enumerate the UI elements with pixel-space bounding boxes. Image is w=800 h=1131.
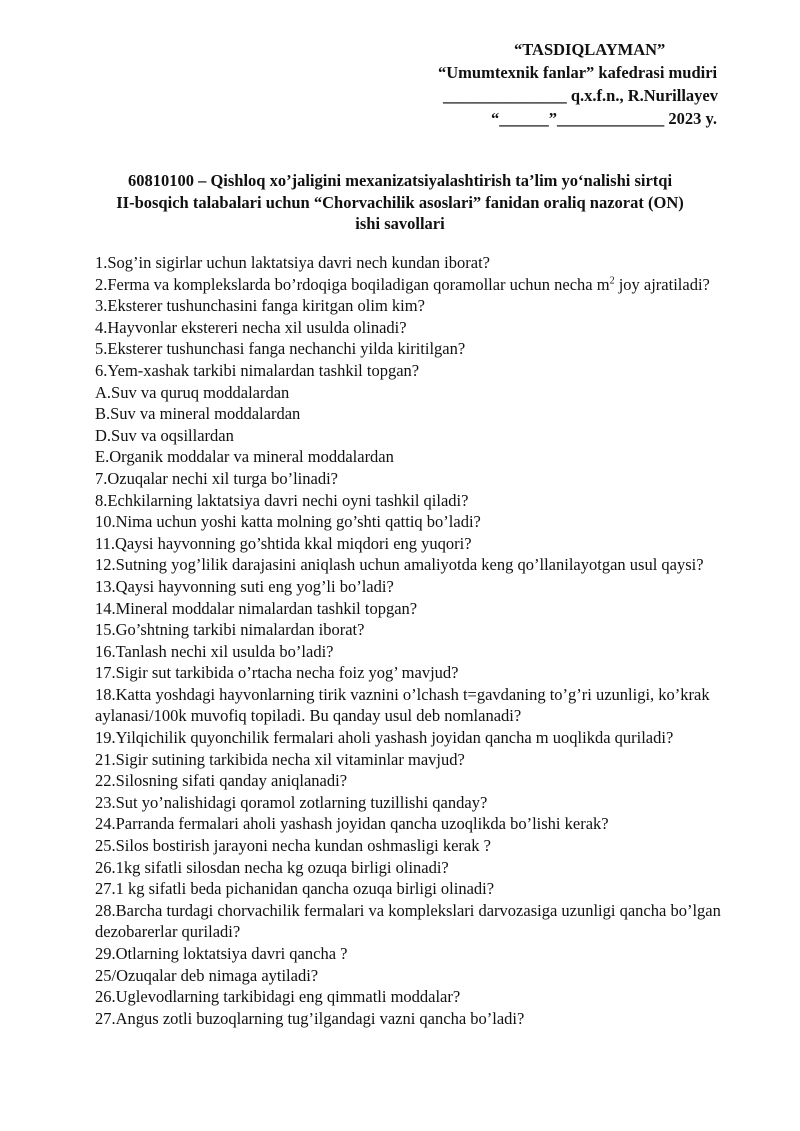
question-item: 18.Katta yoshdagi hayvonlarning tirik vaznini o’lchash t=gavdaning to’g’ri uzunligi, ko’krak aylanasi/100k muvofiq topiladi. Bu qanday usul deb nomlanadi?: [95, 684, 710, 726]
question-item: 2.Ferma va komplekslarda bo’rdoqiga boqiladigan qoramollar uchun necha $m^2$ joy ajratiladi?: [95, 274, 710, 294]
question-item: 27.Angus zotli buzoqlarning tug’ilgandagi vazni qancha bo’ladi?: [95, 1008, 525, 1028]
title-line-3: ishi savollari: [355, 214, 445, 233]
approval-heading: “TASDIQLAYMAN”: [514, 40, 666, 59]
question-item: 4.Hayvonlar ekstereri necha xil usulda olinadi?: [95, 317, 407, 337]
question-item: 3.Eksterer tushunchasini fanga kiritgan olim kim?: [95, 296, 425, 316]
question-item: 5.Eksterer tushunchasi fanga nechanchi yilda kiritilgan?: [95, 339, 466, 359]
question-item: 22.Silosning sifati qanday aniqlanadi?: [95, 771, 348, 791]
question-item: 24.Parranda fermalari aholi yashash joyidan qancha uzoqlikda bo’lishi kerak?: [95, 814, 609, 834]
question-list: [95, 252, 765, 1029]
question-item: 6.Yem-xashak tarkibi nimalardan tashkil topgan?: [95, 360, 420, 380]
title-line-1: 60810100 – Qishloq xo’jaligini mexanizatsiyalashtirish ta’lim yo‘nalishi sirtqi: [127, 171, 673, 190]
question-item: 21.Sigir sutining tarkibida necha xil vitaminlar mavjud?: [95, 749, 465, 769]
answer-option: D.Suv va oqsillardan: [95, 425, 234, 445]
question-item: 1.Sog’in sigirlar uchun laktatsiya davri nech kundan iborat?: [95, 253, 490, 272]
approval-department-head: “Umumtexnik fanlar” kafedrasi mudiri: [438, 63, 718, 82]
question-item: 26.1kg sifatli silosdan necha kg ozuqa birligi olinadi?: [95, 857, 449, 877]
question-item: 19.Yilqichilik quyonchilik fermalari aholi yashash joyidan qancha m uoqlikda quriladi?: [95, 728, 674, 748]
approval-date-line: “______”_____________ 2023 y.: [491, 109, 717, 128]
question-item: 11.Qaysi hayvonning go’shtida kkal miqdori eng yuqori?: [95, 533, 472, 553]
question-item: 17.Sigir sut tarkibida o’rtacha necha foiz yog’ mavjud?: [95, 663, 459, 683]
answer-option: B.Suv va mineral moddalardan: [95, 404, 301, 424]
question-item: 25/Ozuqalar deb nimaga aytiladi?: [95, 965, 319, 985]
approval-block: [380, 38, 780, 130]
answer-option: E.Organik moddalar va mineral moddalardan: [95, 447, 394, 467]
question-item: 7.Ozuqalar nechi xil turga bo’linadi?: [95, 468, 338, 488]
question-item: 10.Nima uchun yoshi katta molning go’shti qattiq bo’ladi?: [95, 512, 481, 532]
question-item: 16.Tanlash nechi xil usulda bo’ladi?: [95, 641, 334, 661]
answer-option: A.Suv va quruq moddalardan: [95, 382, 290, 402]
title-line-2: II-bosqich talabalari uchun “Chorvachilik asoslari” fanidan oraliq nazorat (ON): [116, 192, 684, 212]
approval-signature-line: _______________ q.x.f.n., R.Nurillayev: [443, 86, 719, 105]
question-item: 23.Sut yo’nalishidagi qoramol zotlarning tuzillishi qanday?: [95, 792, 488, 812]
superscript: 2: [609, 275, 615, 287]
question-item: 25.Silos bostirish jarayoni necha kundan oshmasligi kerak ?: [95, 836, 491, 856]
question-item: 12.Sutning yog’lilik darajasini aniqlash uchun amaliyotda keng qo’llanilayotgan usul qaysi?: [95, 555, 704, 575]
question-item: 8.Echkilarning laktatsiya davri nechi oyni tashkil qiladi?: [95, 490, 469, 510]
question-item: 14.Mineral moddalar nimalardan tashkil topgan?: [95, 598, 418, 618]
question-item: 13.Qaysi hayvonning suti eng yog’li bo’ladi?: [95, 576, 394, 596]
question-item: 26.Uglevodlarning tarkibidagi eng qimmatli moddalar?: [95, 987, 461, 1007]
document-title: [60, 170, 740, 235]
question-item: 29.Otlarning loktatsiya davri qancha ?: [95, 944, 348, 963]
question-item: 27.1 kg sifatli beda pichanidan qancha ozuqa birligi olinadi?: [95, 879, 495, 899]
question-item: 15.Go’shtning tarkibi nimalardan iborat?: [95, 620, 365, 640]
question-item: 28.Barcha turdagi chorvachilik fermalari va komplekslari darvozasiga uzunligi qancha bo’lgan dezobarerlar quriladi?: [95, 900, 721, 942]
